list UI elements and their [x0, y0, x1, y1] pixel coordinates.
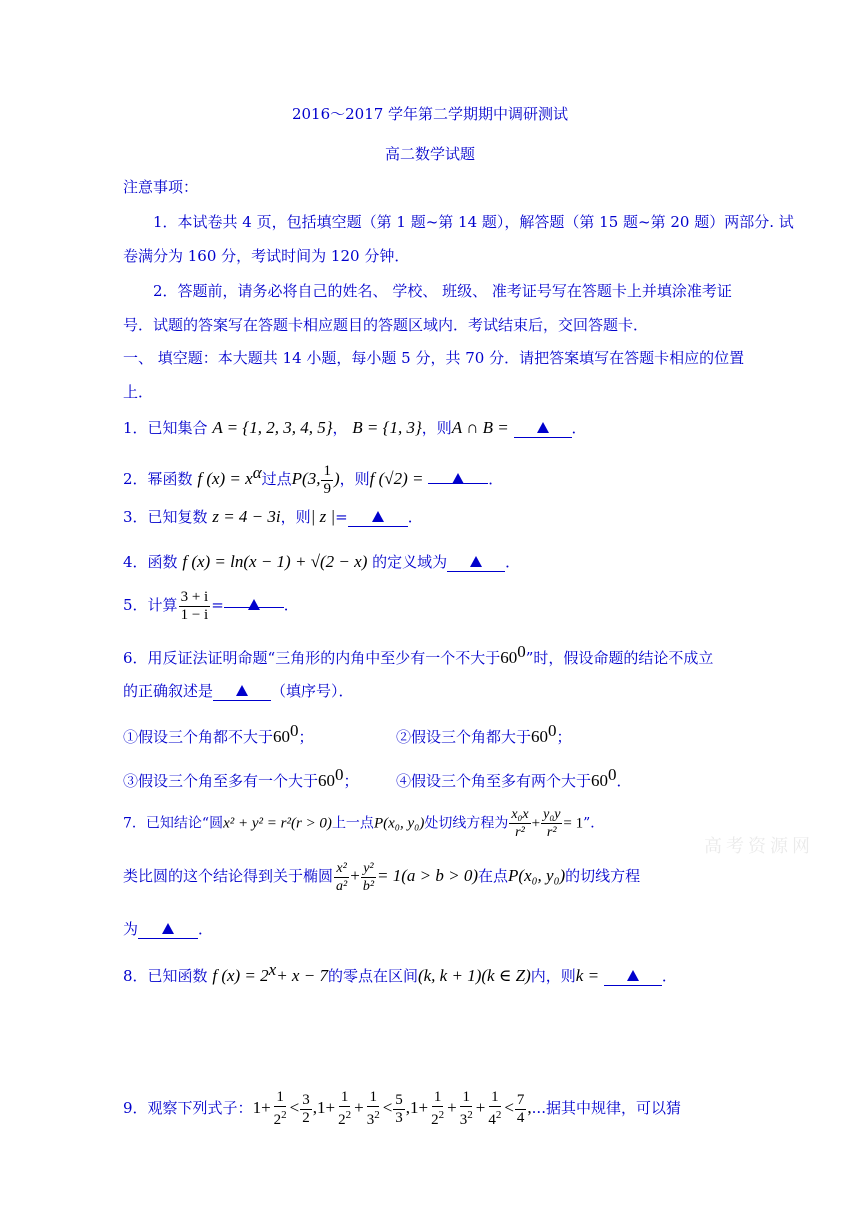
q2-answer-blank[interactable] — [428, 465, 488, 484]
q7-plus-2: + — [350, 866, 360, 885]
q3-then: ，则 — [280, 508, 311, 526]
q5-answer-blank[interactable] — [224, 589, 284, 608]
q7-frac-1-num: x₀x — [511, 807, 529, 822]
q3-text: 已知复数 — [147, 508, 208, 526]
triangle-icon — [470, 556, 482, 567]
q5-number: 5． — [123, 596, 148, 614]
option-4-sup: 0 — [608, 765, 617, 784]
q3-eq: = — [335, 508, 348, 526]
q6-text-b-end: （填序号）． — [271, 682, 354, 700]
q1-text: 已知集合 — [147, 419, 208, 437]
q7-equals-one: = 1 — [563, 815, 584, 832]
option-2-text: ②假设三个角都大于 — [396, 728, 532, 746]
q5-fraction — [179, 589, 211, 624]
q7-text-a2: 上一点 — [331, 815, 374, 832]
q1-answer-blank[interactable] — [514, 419, 572, 438]
q2-frac-num: 1 — [323, 462, 331, 479]
q7-frac-1 — [509, 806, 530, 841]
q4-number: 4． — [123, 553, 148, 571]
q7-end: ． — [198, 920, 214, 938]
note-1-line-a: 1．本试卷共 4 页，包括填空题（第 1 题~第 14 题），解答题（第 15 题~第 20 题）两部分. 试 — [153, 213, 794, 231]
q8-mid2: 内，则 — [530, 967, 576, 985]
q8-interval: (k, k + 1)(k ∈ Z) — [417, 966, 531, 985]
option-1-semi: ； — [298, 728, 314, 746]
q2-mid: 过点 — [261, 470, 292, 488]
q4-function: f (x) = ln(x − 1) + √(2 − x) — [182, 552, 368, 571]
section-heading-a: 一、 填空题：本大题共 14 小题，每小题 5 分，共 70 分．请把答案填写在答题卡相应的位置 — [123, 349, 745, 367]
q4-answer-blank[interactable] — [447, 553, 505, 572]
q2-function: f (x) = x — [197, 469, 253, 488]
q3-modulus: | z | — [310, 507, 336, 526]
q2-fraction — [321, 463, 333, 498]
q7-text-b3: 的切线方程 — [565, 867, 641, 885]
q1-number: 1． — [123, 419, 148, 437]
triangle-icon — [372, 511, 384, 522]
q8-mid: 的零点在区间 — [327, 967, 418, 985]
option-1 — [123, 721, 314, 747]
question-5 — [123, 588, 299, 624]
q2-expression: f (√2) = — [369, 469, 424, 488]
q7-plus: + — [531, 815, 541, 832]
q7-point: P(x₀, y₀) — [373, 815, 425, 832]
q4-end: ． — [505, 553, 521, 571]
q8-exp: x — [268, 960, 277, 979]
q7-ellipse-frac-1 — [334, 860, 349, 895]
q5-frac-num: 3 + i — [180, 588, 209, 605]
question-1 — [123, 418, 587, 438]
q7-ellipse-frac-2-num: y² — [363, 860, 374, 876]
q8-text: 已知函数 — [147, 967, 208, 985]
section-heading-b: 上． — [123, 383, 154, 401]
q3-number: 3． — [123, 508, 148, 526]
notes-heading: 注意事项： — [123, 178, 199, 196]
triangle-icon — [236, 685, 248, 696]
q2-point-end: ) — [333, 469, 340, 488]
question-7-line-b — [123, 858, 640, 895]
q7-ellipse-frac-1-num: x² — [336, 860, 347, 876]
q7-frac-2 — [541, 806, 562, 841]
q7-point-2: P(x₀, y₀) — [508, 866, 566, 885]
q7-frac-2-num: y₀y — [543, 807, 561, 822]
q7-ellipse-frac-2 — [361, 860, 376, 895]
q4-text: 函数 — [147, 553, 178, 571]
option-2-semi: ； — [556, 728, 572, 746]
option-2-sup: 0 — [548, 721, 557, 740]
q3-answer-blank[interactable] — [348, 508, 408, 527]
option-3-text: ③假设三个角至多有一个大于 — [123, 772, 319, 790]
q5-eq: = — [211, 596, 224, 614]
q7-circle: x² + y² = r²(r > 0) — [223, 815, 332, 832]
option-4-end: ． — [616, 772, 632, 790]
question-7-line-a — [123, 806, 604, 841]
q9-series: 1+ $\frac{1}{2^2}$ < $\frac{3}{2}$ ,1+ $\frac{1}{2^2}$ + $\frac{1}{3^2}$ < $\frac{5}{3}$ ,1+ $\frac{1}{2^2}$ + $\frac{1}{3^2}$ + $\frac{1}{4^2}$ < $\frac{7}{4}$ , — [252, 1089, 532, 1129]
triangle-icon — [537, 422, 549, 433]
watermark: 高考资源网 — [704, 836, 814, 857]
option-3-semi: ； — [343, 772, 359, 790]
exam-subtitle: 高二数学试题 — [384, 145, 475, 163]
question-6-line-a — [123, 642, 713, 668]
option-1-sup: 0 — [290, 721, 299, 740]
q7-frac-2-den: r² — [546, 825, 557, 840]
triangle-icon — [248, 599, 260, 610]
q4-mid: 的定义域为 — [372, 553, 448, 571]
option-4-text: ④假设三个角至多有两个大于 — [396, 772, 592, 790]
q7-text-c: 为 — [123, 920, 139, 938]
q7-text-a: 已知结论“圆 — [145, 815, 224, 832]
question-7-line-c — [123, 919, 213, 939]
q1-set-a: A = {1, 2, 3, 4, 5} — [212, 418, 333, 437]
question-2 — [123, 458, 503, 498]
q6-text-b: 的正确叙述是 — [123, 682, 214, 700]
question-8 — [123, 960, 677, 986]
q2-frac-den: 9 — [323, 480, 331, 497]
option-2-degree: 60 — [531, 727, 549, 746]
option-1-degree: 60 — [273, 727, 291, 746]
option-1-text: ①假设三个角都不大于 — [123, 728, 274, 746]
triangle-icon — [627, 970, 639, 981]
q3-end: ． — [407, 508, 423, 526]
q6-degree: 60 — [500, 648, 518, 667]
q8-answer-blank[interactable] — [604, 967, 662, 986]
q5-text: 计算 — [147, 596, 178, 614]
exam-title: 2016～2017 学年第二学期期中调研测试 — [291, 105, 569, 123]
q7-ellipse-frac-1-den: a² — [336, 878, 348, 894]
q1-sep: ， — [332, 419, 348, 437]
q2-text: 幂函数 — [147, 470, 193, 488]
option-3-sup: 0 — [335, 765, 344, 784]
triangle-icon — [162, 923, 174, 934]
question-6-line-b — [123, 681, 354, 701]
option-2 — [396, 721, 572, 747]
q7-number: 7． — [123, 815, 146, 832]
q2-point: P(3, — [291, 469, 321, 488]
q7-ellipse-frac-2-den: b² — [362, 878, 375, 894]
q8-k: k = — [575, 966, 600, 985]
note-2-line-a: 2．答题前，请务必将自己的姓名、 学校、 班级、 准考证号写在答题卡上并填涂准考证 — [153, 282, 732, 300]
q1-set-b: B = {1, 3} — [352, 418, 422, 437]
question-3 — [123, 507, 423, 527]
q1-end: ． — [571, 419, 587, 437]
q9-tail: ...据其中规律，可以猜 — [531, 1099, 681, 1117]
q1-intersection: A ∩ B = — [451, 418, 509, 437]
q6-text-a-end: ”时，假设命题的结论不成立 — [525, 649, 714, 667]
q6-degree-sup: 0 — [517, 642, 526, 661]
q2-then: ，则 — [339, 470, 370, 488]
question-9 — [123, 1088, 681, 1129]
option-3 — [123, 765, 359, 791]
q7-text-b2: 在点 — [478, 867, 509, 885]
q6-answer-blank[interactable] — [213, 682, 271, 701]
q6-text-a: 用反证法证明命题“三角形的内角中至少有一个不大于 — [147, 649, 501, 667]
q8-function-tail: + x − 7 — [276, 966, 328, 985]
q7-text-a3: 处切线方程为 — [424, 815, 509, 832]
option-3-degree: 60 — [318, 771, 336, 790]
q7-frac-1-den: r² — [515, 825, 525, 840]
q3-complex: z = 4 − 3i — [212, 507, 281, 526]
note-1-line-b: 卷满分为 160 分，考试时间为 120 分钟． — [123, 247, 410, 265]
q8-function: f (x) = 2 — [212, 966, 269, 985]
q2-number: 2． — [123, 470, 148, 488]
q2-end: ． — [488, 470, 504, 488]
q9-number: 9． — [123, 1099, 148, 1117]
q7-answer-blank[interactable] — [138, 920, 198, 939]
question-4 — [123, 552, 520, 572]
q8-number: 8． — [123, 967, 148, 985]
q2-alpha: α — [252, 463, 262, 482]
q5-end: ． — [283, 596, 299, 614]
option-4 — [396, 765, 632, 791]
option-4-degree: 60 — [591, 771, 609, 790]
q1-then: ，则 — [421, 419, 452, 437]
triangle-icon — [452, 473, 464, 484]
q5-frac-den: 1 − i — [180, 606, 209, 623]
q7-text-a-end: ”． — [583, 815, 605, 832]
q9-text: 观察下列式子： — [147, 1099, 253, 1117]
q7-ellipse-cond: = 1(a > b > 0) — [377, 866, 479, 885]
q6-number: 6． — [123, 649, 148, 667]
q7-text-b: 类比圆的这个结论得到关于椭圆 — [123, 867, 334, 885]
q8-end: ． — [661, 967, 677, 985]
note-2-line-b: 号．试题的答案写在答题卡相应题目的答题区域内．考试结束后，交回答题卡． — [123, 316, 649, 334]
